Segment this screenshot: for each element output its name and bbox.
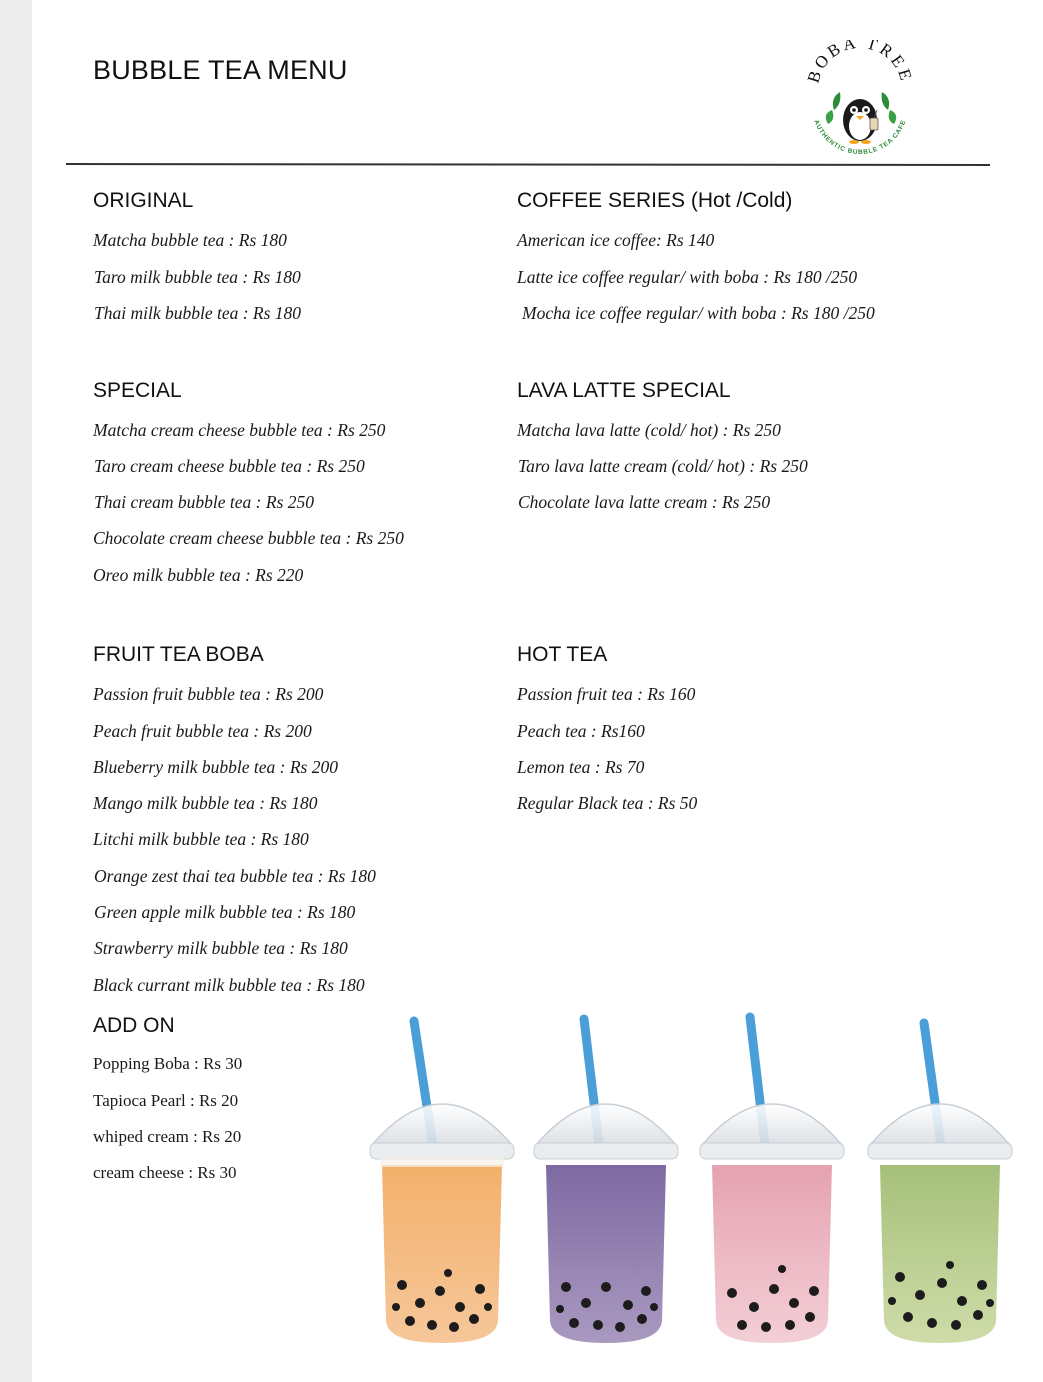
section-title: COFFEE SERIES (Hot /Cold) xyxy=(517,189,793,212)
section-coffee xyxy=(517,188,957,328)
menu-item: Matcha bubble tea : Rs 180 xyxy=(93,230,287,250)
menu-item: Chocolate lava latte cream : Rs 250 xyxy=(518,492,771,512)
menu-item: cream cheese : Rs 30 xyxy=(93,1163,237,1182)
menu-item: Taro cream cheese bubble tea : Rs 250 xyxy=(94,456,365,476)
section-title: FRUIT TEA BOBA xyxy=(93,643,264,666)
menu-item: Tapioca Pearl : Rs 20 xyxy=(93,1091,239,1110)
menu-item: Strawberry milk bubble tea : Rs 180 xyxy=(94,938,348,958)
menu-item: Mocha ice coffee regular/ with boba : Rs 180 /250 xyxy=(522,303,875,323)
menu-item: Taro milk bubble tea : Rs 180 xyxy=(94,267,301,287)
logo-top-text: BOBA TREE xyxy=(803,40,917,86)
menu-item: Thai milk bubble tea : Rs 180 xyxy=(94,303,302,323)
section-original xyxy=(93,188,473,328)
menu-item: Litchi milk bubble tea : Rs 180 xyxy=(93,829,309,849)
menu-page xyxy=(32,0,1043,1382)
section-title: HOT TEA xyxy=(517,643,608,666)
menu-item: Mango milk bubble tea : Rs 180 xyxy=(93,793,318,813)
section-title: LAVA LATTE SPECIAL xyxy=(517,379,731,402)
menu-item: Peach tea : Rs160 xyxy=(517,721,645,741)
section-special xyxy=(93,378,473,588)
menu-item: Passion fruit bubble tea : Rs 200 xyxy=(93,684,324,704)
menu-item: Lemon tea : Rs 70 xyxy=(517,757,645,777)
menu-item: Orange zest thai tea bubble tea : Rs 180 xyxy=(94,866,376,886)
menu-item: whiped cream : Rs 20 xyxy=(93,1127,242,1146)
menu-item: Regular Black tea : Rs 50 xyxy=(517,793,698,813)
menu-item: Chocolate cream cheese bubble tea : Rs 250 xyxy=(93,528,404,548)
menu-item: Peach fruit bubble tea : Rs 200 xyxy=(93,721,312,741)
logo-ring-text: AUTHENTIC BUBBLE TEA CAFE xyxy=(812,118,908,157)
menu-item: Matcha lava latte (cold/ hot) : Rs 250 xyxy=(517,420,781,440)
penguin-icon xyxy=(843,99,878,144)
menu-item: Latte ice coffee regular/ with boba : Rs 180 /250 xyxy=(517,267,858,287)
section-title: ORIGINAL xyxy=(93,189,194,212)
menu-item: American ice coffee: Rs 140 xyxy=(517,230,715,250)
menu-item: Thai cream bubble tea : Rs 250 xyxy=(94,492,315,512)
menu-item: Popping Boba : Rs 30 xyxy=(93,1054,243,1073)
menu-item: Green apple milk bubble tea : Rs 180 xyxy=(94,902,356,922)
menu-item: Oreo milk bubble tea : Rs 220 xyxy=(93,565,304,585)
menu-item: Passion fruit tea : Rs 160 xyxy=(517,684,696,704)
svg-text:BOBA TREE xyxy=(804,40,917,85)
logo-graphic xyxy=(800,40,920,164)
section-lava-latte xyxy=(517,378,957,518)
header-divider xyxy=(66,163,990,166)
menu-item: Black currant milk bubble tea : Rs 180 xyxy=(93,975,365,995)
cups-illustration xyxy=(362,1003,1038,1348)
bubble-tea-cups-image xyxy=(362,1003,1038,1348)
page-title: BUBBLE TEA MENU xyxy=(93,55,348,85)
section-hot-tea xyxy=(517,642,957,822)
section-title: ADD ON xyxy=(93,1014,175,1037)
boba-tree-logo xyxy=(800,40,920,164)
section-add-on xyxy=(93,1013,353,1193)
menu-item: Taro lava latte cream (cold/ hot) : Rs 250 xyxy=(518,456,808,476)
section-fruit-tea xyxy=(93,642,473,1002)
section-title: SPECIAL xyxy=(93,379,182,402)
menu-item: Matcha cream cheese bubble tea : Rs 250 xyxy=(93,420,386,440)
menu-item: Blueberry milk bubble tea : Rs 200 xyxy=(93,757,338,777)
